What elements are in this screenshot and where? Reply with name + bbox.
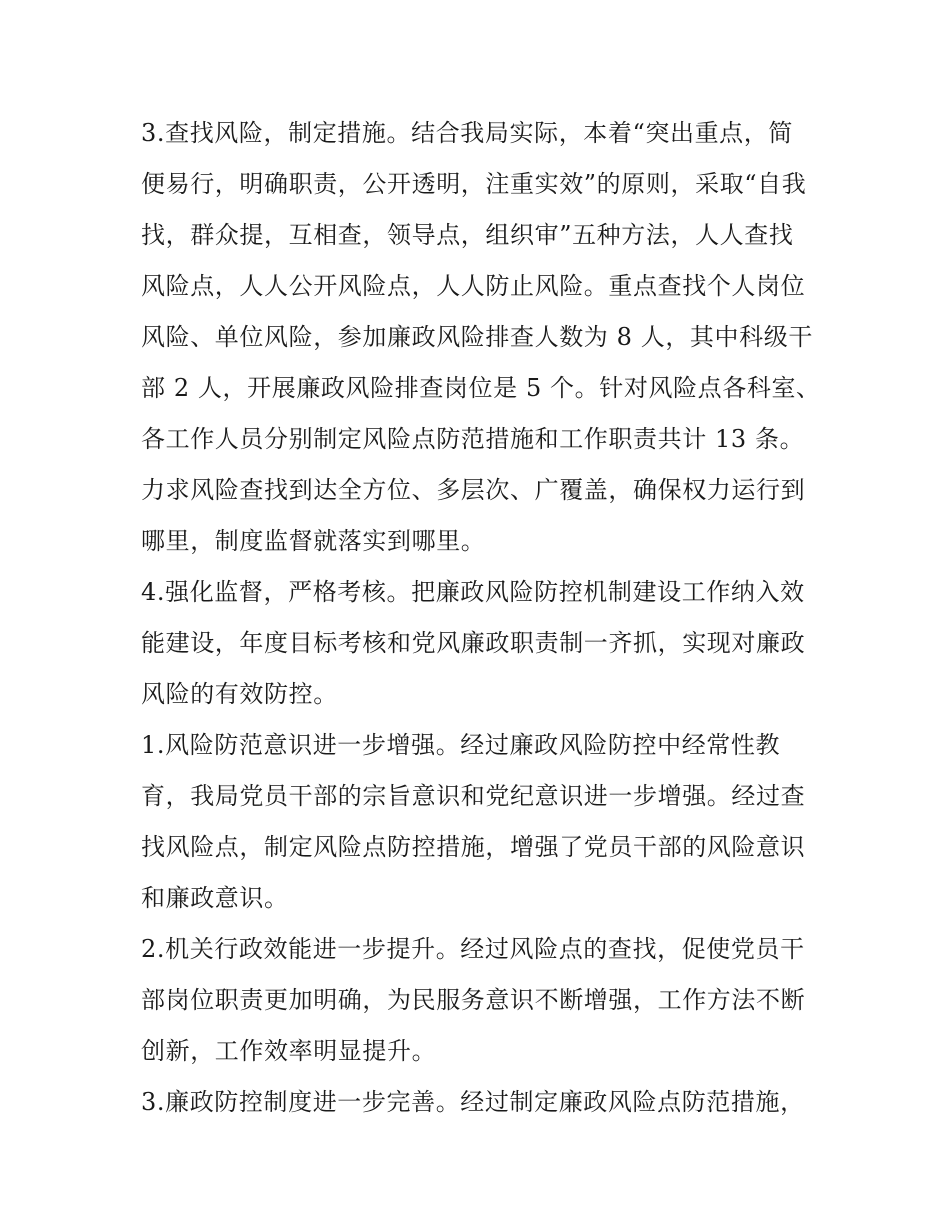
text-line: 便易行，明确职责，公开透明，注重实效”的原则，采取“自我 [141,170,807,198]
text-line: 部 2 人，开展廉政风险排查岗位是 5 个。针对风险点各科室、 [141,374,821,402]
document-body [141,108,821,1128]
text-line: 风险的有效防控。 [141,680,338,708]
text-line: 和廉政意识。 [141,884,289,912]
text-line: 风险、单位风险，参加廉政风险排查人数为 8 人，其中科级干 [141,323,813,351]
text-line: 各工作人员分别制定风险点防范措施和工作职责共计 13 条。 [141,425,805,453]
text-line: 3.廉政防控制度进一步完善。经过制定廉政风险点防范措施， [141,1088,805,1116]
text-line: 部岗位职责更加明确，为民服务意识不断增强，工作方法不断 [141,986,806,1014]
text-line: 力求风险查找到达全方位、多层次、广覆盖，确保权力运行到 [141,476,806,504]
text-line: 育，我局党员干部的宗旨意识和党纪意识进一步增强。经过查 [141,782,806,810]
text-line: 风险点，人人公开风险点，人人防止风险。重点查找个人岗位 [141,272,806,300]
text-line: 3.查找风险，制定措施。结合我局实际，本着“突出重点，简 [141,119,793,147]
text-line: 4.强化监督，严格考核。把廉政风险防控机制建设工作纳入效 [141,578,805,606]
text-line: 1.风险防范意识进一步增强。经过廉政风险防控中经常性教 [141,731,781,759]
text-line: 创新，工作效率明显提升。 [141,1037,437,1065]
text-line: 找风险点，制定风险点防控措施，增强了党员干部的风险意识 [141,833,806,861]
text-line: 哪里，制度监督就落实到哪里。 [141,527,486,555]
text-line: 2.机关行政效能进一步提升。经过风险点的查找，促使党员干 [141,935,805,963]
text-line: 能建设，年度目标考核和党风廉政职责制一齐抓，实现对廉政 [141,629,806,657]
text-line: 找，群众提，互相查，领导点，组织审”五种方法，人人查找 [141,221,794,249]
